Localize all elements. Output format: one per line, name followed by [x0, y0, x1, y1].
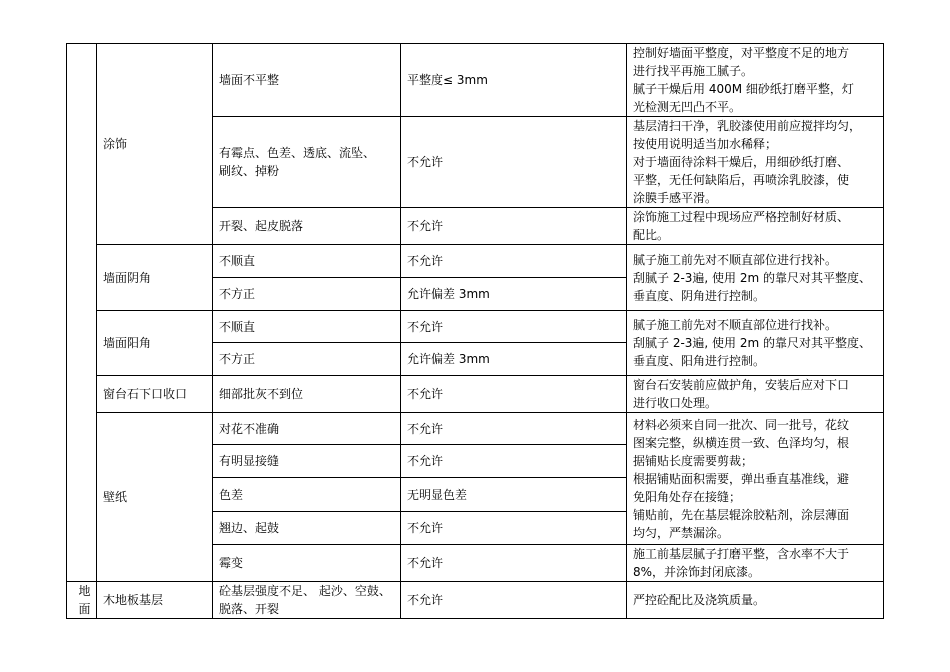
measure-line: 刮腻子 2-3遍, 使用 2m 的靠尺对其平整度、 — [633, 270, 871, 285]
measure-line: 根据铺贴面积需要，弹出垂直基准线，避 — [633, 471, 850, 486]
defect-cell: 霉变 — [213, 545, 401, 582]
measure-line: 对于墙面待涂料干燥后，用细砂纸打磨、 — [633, 155, 850, 169]
measure-line: 窗台石安装前应做护角，安装后应对下口 — [633, 378, 850, 392]
table-row — [67, 376, 884, 413]
tolerance-cell: 不允许 — [401, 376, 627, 413]
tolerance-cell: 允许偏差 3mm — [401, 343, 627, 376]
measure-line: 严控砼配比及浇筑质量。 — [633, 593, 766, 607]
tolerance-cell: 不允许 — [401, 117, 627, 208]
defect-cell: 不顺直 — [213, 245, 401, 278]
defect-cell: 墙面不平整 — [213, 44, 401, 117]
defect-cell: 对花不准确 — [213, 413, 401, 445]
measure-line: 施工前基层腻子打磨平整，含水率不大于 — [633, 547, 850, 561]
measure-cell — [627, 582, 884, 619]
category-cell: 墙面阴角 — [97, 245, 213, 311]
defect-line: 刷纹、掉粉 — [219, 164, 280, 178]
measure-line: 8%，并涂饰封闭底漆。 — [633, 565, 761, 579]
tolerance-cell: 不允许 — [401, 545, 627, 582]
measure-line: 控制好墙面平整度，对平整度不足的地方 — [633, 46, 850, 60]
measure-cell — [627, 545, 884, 582]
measure-line: 图案完整，纵横连贯一致、色泽均匀，根 — [633, 435, 850, 450]
category-cell-blank — [67, 44, 97, 582]
measure-line: 腻子干燥后用 400M 细砂纸打磨平整，灯 — [633, 82, 854, 96]
measure-line: 刮腻子 2-3遍, 使用 2m 的靠尺对其平整度、 — [633, 336, 871, 350]
tolerance-cell: 不允许 — [401, 245, 627, 278]
measure-line: 进行找平再施工腻子。 — [633, 64, 754, 78]
measure-cell — [627, 208, 884, 245]
table-row — [67, 44, 884, 117]
tolerance-cell: 不允许 — [401, 582, 627, 619]
table-row — [67, 311, 884, 343]
measure-cell — [627, 117, 884, 208]
measure-line: 涂饰施工过程中现场应严格控制好材质、 — [633, 210, 850, 224]
measure-line: 材料必须来自同一批次、同一批号，花纹 — [633, 417, 850, 432]
tolerance-cell: 不允许 — [401, 512, 627, 545]
tolerance-cell: 平整度≤ 3mm — [401, 44, 627, 117]
measure-line: 据铺贴长度需要剪裁； — [633, 453, 754, 468]
table-row — [67, 245, 884, 278]
measure-line: 涂膜手感平滑。 — [633, 191, 718, 205]
measure-line: 铺贴前，先在基层辊涂胶粘剂，涂层薄面 — [633, 507, 850, 522]
tolerance-cell: 无明显色差 — [401, 478, 627, 512]
category-cell-floor — [67, 582, 97, 619]
defect-cell: 不顺直 — [213, 311, 401, 343]
defect-cell — [213, 117, 401, 208]
defect-cell: 有明显接缝 — [213, 445, 401, 478]
measure-line: 配比。 — [633, 228, 670, 242]
defect-cell: 开裂、起皮脱落 — [213, 208, 401, 245]
measure-line: 腻子施工前先对不顺直部位进行找补。 — [633, 252, 838, 267]
table-row — [67, 413, 884, 445]
defect-cell — [213, 582, 401, 619]
quality-control-table — [66, 43, 884, 619]
measure-line: 腻子施工前先对不顺直部位进行找补。 — [633, 318, 838, 332]
measure-line: 垂直度、阳角进行控制。 — [633, 354, 766, 368]
measure-line: 进行收口处理。 — [633, 396, 718, 410]
category-cell: 涂饰 — [97, 44, 213, 245]
tolerance-cell: 允许偏差 3mm — [401, 278, 627, 311]
tolerance-cell: 不允许 — [401, 208, 627, 245]
measure-cell — [627, 245, 884, 311]
measure-cell — [627, 44, 884, 117]
category-cell: 墙面阳角 — [97, 311, 213, 376]
category-line: 面 — [78, 602, 91, 616]
defect-line: 脱落、开裂 — [219, 602, 280, 616]
table-row — [67, 582, 884, 619]
tolerance-cell: 不允许 — [401, 413, 627, 445]
category-cell: 窗台石下口收口 — [97, 376, 213, 413]
defect-cell: 色差 — [213, 478, 401, 512]
defect-cell: 翘边、起鼓 — [213, 512, 401, 545]
defect-cell: 不方正 — [213, 278, 401, 311]
category-cell: 木地板基层 — [97, 582, 213, 619]
tolerance-cell: 不允许 — [401, 311, 627, 343]
measure-line: 免阳角处存在接缝； — [633, 489, 742, 504]
defect-cell: 不方正 — [213, 343, 401, 376]
measure-line: 按使用说明适当加水稀释； — [633, 137, 778, 151]
measure-cell — [627, 413, 884, 545]
measure-cell — [627, 376, 884, 413]
measure-cell — [627, 311, 884, 376]
measure-line: 基层清扫干净，乳胶漆使用前应搅拌均匀， — [633, 119, 862, 133]
measure-line: 均匀，严禁漏涂。 — [633, 525, 730, 540]
defect-line: 有霉点、色差、透底、流坠、 — [219, 146, 376, 160]
category-line: 地 — [78, 584, 91, 598]
category-cell: 壁纸 — [97, 413, 213, 582]
defect-line: 砼基层强度不足、 起沙、空鼓、 — [219, 584, 391, 598]
measure-line: 垂直度、阴角进行控制。 — [633, 288, 766, 303]
defect-cell: 细部批灰不到位 — [213, 376, 401, 413]
tolerance-cell: 不允许 — [401, 445, 627, 478]
measure-line: 光检测无凹凸不平。 — [633, 100, 742, 114]
measure-line: 平整，无任何缺陷后，再喷涂乳胶漆，使 — [633, 173, 850, 187]
